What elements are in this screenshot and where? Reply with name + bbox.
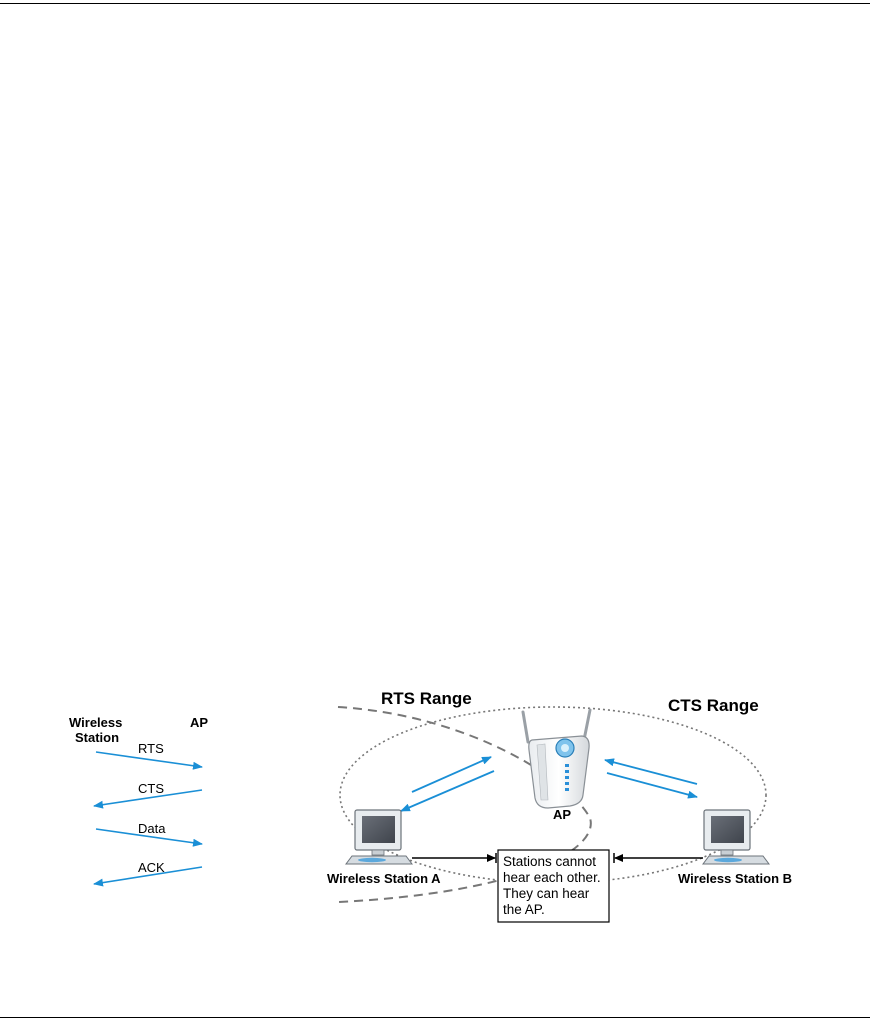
cts-range-label: CTS Range <box>668 696 759 715</box>
note-line-3: They can hear <box>503 886 590 901</box>
note-box <box>498 850 609 922</box>
station-b-computer-icon <box>703 810 769 864</box>
note-line-4: the AP. <box>503 902 545 917</box>
message-data-label: Data <box>138 821 166 836</box>
sequence-ap-label: AP <box>190 715 209 730</box>
access-point-icon <box>523 710 590 808</box>
note-line-1: Stations cannot <box>503 854 597 869</box>
topology-ap-label: AP <box>553 807 572 822</box>
topology-diagram <box>327 689 792 922</box>
sequence-diagram <box>69 715 208 884</box>
ap-to-station-b-arrow <box>607 773 697 797</box>
bottom-rule <box>0 1017 870 1018</box>
station-b-label: Wireless Station B <box>678 871 793 886</box>
message-ack-label: ACK <box>138 860 165 875</box>
message-cts-label: CTS <box>138 781 164 796</box>
station-label-line1: Wireless <box>69 715 123 730</box>
station-label-line2: Station <box>75 730 120 745</box>
message-rts-label: RTS <box>138 741 164 756</box>
note-line-2: hear each other. <box>503 870 601 885</box>
station-a-to-ap-arrow <box>412 757 491 792</box>
station-a-computer-icon <box>346 810 412 864</box>
rts-range-label: RTS Range <box>381 689 472 708</box>
station-a-label: Wireless Station A <box>327 871 441 886</box>
station-b-to-ap-arrow <box>605 760 697 784</box>
